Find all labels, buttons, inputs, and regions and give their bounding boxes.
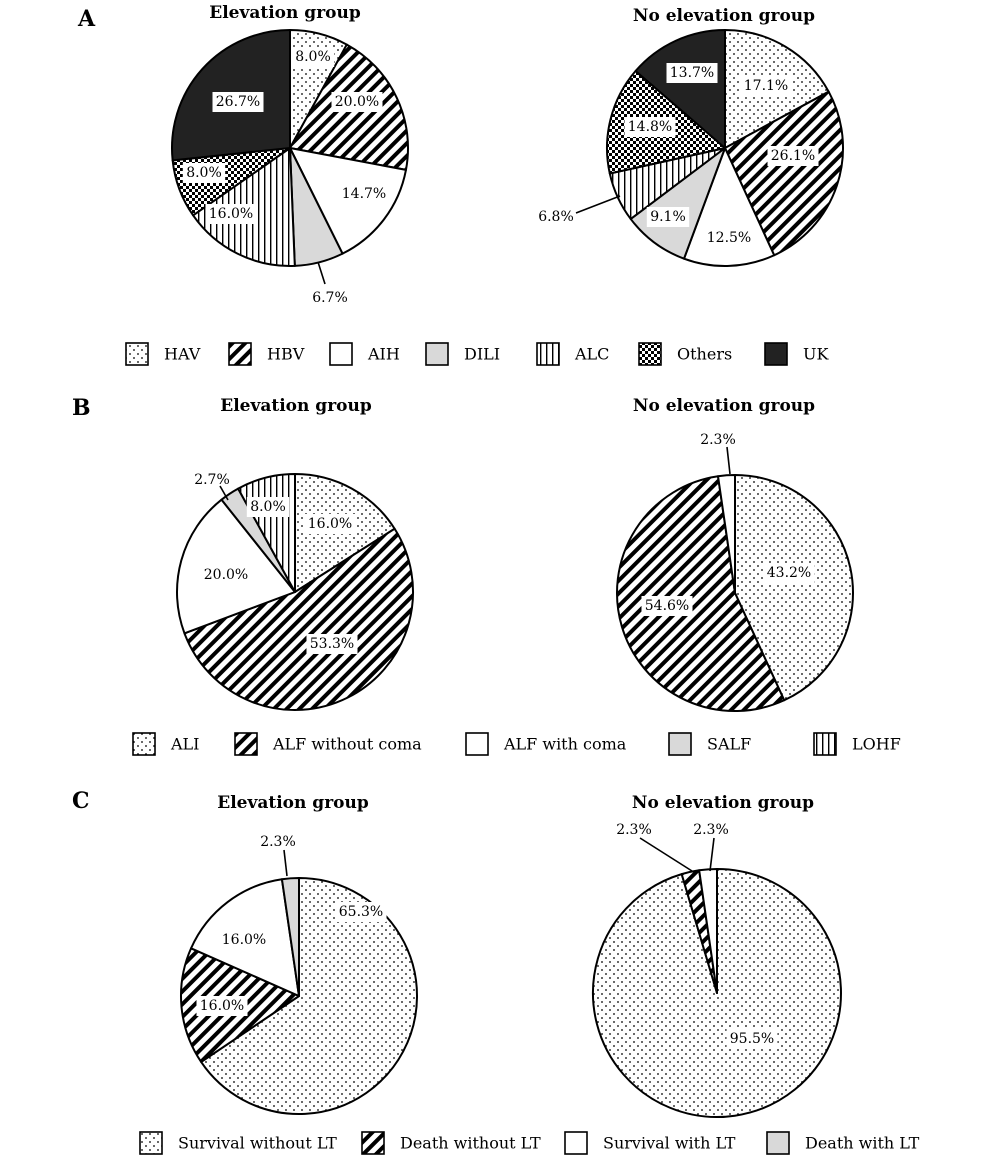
pie-a-elevation-label-uk: 26.7% [215, 94, 261, 110]
chart-title-c-no-elevation: No elevation group [631, 793, 815, 813]
pie-c-elevation-label-survival-with-lt: 16.0% [221, 932, 267, 948]
legend-label-c-death-with-lt: Death with LT [805, 1133, 920, 1153]
legend-label-b-ali: ALI [171, 734, 200, 754]
leader-line-c-5-0 [640, 838, 692, 871]
pie-c-elevation-label-death-without-lt: 16.0% [199, 998, 245, 1014]
legend-label-c-survival-without-lt: Survival without LT [178, 1133, 337, 1153]
legend-swatch-a-hav [126, 343, 148, 365]
legend-swatch-a-alc [537, 343, 559, 365]
panel-letter-a: A [78, 6, 96, 32]
legend-swatch-b-lohf [814, 733, 836, 755]
legend-swatch-c-death-with-lt [767, 1132, 789, 1154]
pie-a-elevation-label-hav: 8.0% [295, 49, 331, 65]
panel-letter-c: C [72, 788, 90, 814]
pie-a-elevation-label-hbv: 20.0% [334, 94, 380, 110]
legend-label-b-salf: SALF [707, 734, 752, 754]
chart-title-a-elevation: Elevation group [209, 3, 361, 23]
pie-b-elevation-label-lohf: 8.0% [250, 499, 286, 515]
pie-a-elevation-label-alc: 16.0% [208, 206, 254, 222]
legend-label-a-others: Others [677, 344, 733, 364]
chart-title-c-elevation: Elevation group [217, 793, 369, 813]
pie-a-no-elevation-label-uk: 13.7% [669, 65, 715, 81]
legend-swatch-c-survival-without-lt [140, 1132, 162, 1154]
pie-c-elevation-label-death-with-lt: 2.3% [260, 834, 296, 850]
legend-swatch-b-alf-with-coma [466, 733, 488, 755]
pie-b-elevation-label-alf-without-coma: 53.3% [309, 636, 355, 652]
leader-line-a-1-0 [576, 196, 620, 213]
chart-title-b-no-elevation: No elevation group [632, 396, 816, 416]
chart-title-b-elevation: Elevation group [220, 396, 372, 416]
pie-c-elevation-label-survival-without-lt: 65.3% [338, 904, 384, 920]
legend-label-a-dili: DILI [464, 344, 501, 364]
legend-swatch-a-aih [330, 343, 352, 365]
chart-title-a-no-elevation: No elevation group [632, 6, 816, 26]
legend-swatch-c-survival-with-lt [565, 1132, 587, 1154]
pie-a-no-elevation-label-hbv: 26.1% [770, 148, 816, 164]
legend-swatch-b-salf [669, 733, 691, 755]
legend-swatch-c-death-without-lt [362, 1132, 384, 1154]
legend-label-a-alc: ALC [575, 344, 610, 364]
legend-label-a-aih: AIH [368, 344, 400, 364]
pie-a-elevation-label-aih: 14.7% [341, 186, 387, 202]
legend-label-a-hbv: HBV [267, 344, 305, 364]
pie-a-elevation-label-dili: 6.7% [312, 290, 348, 306]
pie-b-elevation-label-salf: 2.7% [194, 472, 230, 488]
legend-swatch-b-alf-without-coma [235, 733, 257, 755]
legend-label-b-alf-with-coma: ALF with coma [504, 734, 627, 754]
legend-swatch-a-uk [765, 343, 787, 365]
pie-b-no-elevation-label-alf-without-coma: 54.6% [644, 598, 690, 614]
leader-line-c-5-1 [710, 838, 714, 871]
legend-label-b-alf-without-coma: ALF without coma [273, 734, 422, 754]
pie-b-elevation-label-alf-with-coma: 20.0% [203, 567, 249, 583]
legend-swatch-a-hbv [229, 343, 251, 365]
panel-letter-b: B [72, 395, 91, 421]
leader-line-b-3-0 [727, 447, 730, 474]
leader-line-c-4-0 [284, 850, 287, 876]
legend-label-b-lohf: LOHF [852, 734, 901, 754]
pie-b-elevation-label-ali: 16.0% [307, 516, 353, 532]
pie-a-no-elevation-label-dili: 9.1% [650, 209, 686, 225]
legend-swatch-b-ali [133, 733, 155, 755]
pie-a-no-elevation-label-aih: 12.5% [706, 230, 752, 246]
pie-c-no-elevation-label-survival-with-lt: 2.3% [693, 822, 729, 838]
pie-a-no-elevation-label-hav: 17.1% [743, 78, 789, 94]
pie-a-no-elevation-label-alc: 6.8% [538, 209, 574, 225]
legend-label-a-uk: UK [803, 344, 829, 364]
legend-label-c-death-without-lt: Death without LT [400, 1133, 541, 1153]
pie-b-no-elevation-label-ali: 43.2% [766, 565, 812, 581]
legend-swatch-a-others [639, 343, 661, 365]
legend-label-a-hav: HAV [164, 344, 201, 364]
pie-a-no-elevation-label-others: 14.8% [627, 119, 673, 135]
legend-swatch-a-dili [426, 343, 448, 365]
pie-c-no-elevation-label-survival-without-lt: 95.5% [729, 1031, 775, 1047]
pie-a-elevation-label-others: 8.0% [186, 165, 222, 181]
leader-line-a-0-0 [318, 262, 325, 284]
pie-c-no-elevation-label-death-without-lt: 2.3% [616, 822, 652, 838]
pie-b-no-elevation-label-alf-with-coma: 2.3% [700, 432, 736, 448]
legend-label-c-survival-with-lt: Survival with LT [603, 1133, 736, 1153]
